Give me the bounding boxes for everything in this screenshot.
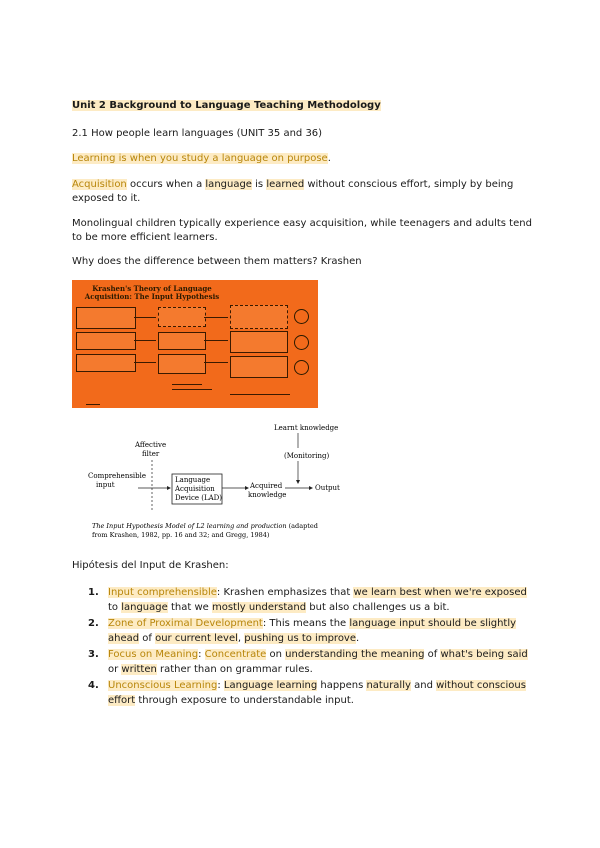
- slide-footnote-line: [172, 384, 202, 385]
- list-item: [88, 678, 532, 708]
- diagram-caption-line1: The Input Hypothesis Model of L2 learning and production (adapted: [92, 522, 318, 530]
- monolingual-paragraph: [72, 217, 532, 245]
- list-number: 2.: [88, 618, 99, 629]
- input-hypothesis-diagram: [88, 420, 348, 548]
- item-text: : Krashen emphasizes that: [216, 587, 354, 598]
- page-title: [72, 100, 381, 111]
- section-subtitle: [72, 128, 322, 139]
- item-text: but also challenges us a bit.: [306, 602, 450, 613]
- acq-text-1: occurs when a: [126, 179, 206, 190]
- slide-arrow-2: [134, 340, 156, 341]
- item-highlight: written: [121, 664, 157, 675]
- diagram-arrowhead: [296, 480, 300, 484]
- diagram-arrowhead: [167, 486, 171, 490]
- item-highlight: Concentrate: [204, 649, 267, 660]
- slide-box-mid-2: [158, 332, 206, 350]
- item-text: of: [139, 633, 156, 644]
- krashen-points-list: [88, 585, 532, 709]
- diagram-filter: filter: [142, 450, 160, 458]
- slide-box-right-1: [230, 305, 288, 329]
- slide-box-left-3: [76, 354, 136, 372]
- slide-footnote-line: [86, 404, 100, 405]
- diagram-lad-line3: Device (LAD): [175, 494, 223, 502]
- item-highlight: naturally: [366, 680, 411, 691]
- learning-definition: [72, 153, 331, 164]
- acq-word-acquisition: Acquisition: [72, 179, 127, 190]
- item-text: of: [424, 649, 441, 660]
- item-highlight: language input should be slightly ahead: [108, 618, 517, 644]
- hipotesis-text: Hipótesis del Input de Krashen:: [72, 560, 229, 571]
- krashen-theory-slide-image: [72, 280, 318, 408]
- list-number: 4.: [88, 680, 99, 691]
- acq-text-3: without conscious effort, simply by being exposed to it.: [72, 179, 514, 204]
- diagram-input: input: [96, 481, 115, 489]
- diagram-arrowhead: [309, 486, 313, 490]
- slide-arrow-6: [204, 362, 228, 363]
- diagram-lad-line1: Language: [175, 476, 211, 484]
- diagram-lad-line2: Acquisition: [175, 485, 215, 493]
- item-term: Input comprehensible: [108, 587, 217, 598]
- item-text: : This means the: [262, 618, 350, 629]
- item-highlight: understanding the meaning: [285, 649, 425, 660]
- slide-footnote-line: [230, 394, 290, 395]
- mono-text: Monolingual children typically experience easy acquisition, while teenagers and adults tend to be more efficient learners.: [72, 218, 532, 243]
- item-term: Zone of Proximal Development: [108, 618, 263, 629]
- acq-word-learned: learned: [266, 179, 305, 190]
- smiley-face-icon: [294, 335, 309, 350]
- diagram-monitoring: (Monitoring): [284, 452, 330, 460]
- smiley-face-icon: [294, 360, 309, 375]
- item-text: that we: [167, 602, 212, 613]
- diagram-arrowhead: [245, 486, 249, 490]
- title-text: Unit 2 Background to Language Teaching Methodology: [72, 100, 381, 111]
- subtitle-text: 2.1 How people learn languages (UNIT 35 and 36): [72, 128, 323, 139]
- slide-arrow-3: [134, 362, 156, 363]
- diagram-affective: Affective: [135, 441, 167, 449]
- learning-period: .: [327, 153, 331, 164]
- item-text: :: [198, 649, 205, 660]
- item-highlight: language: [121, 602, 168, 613]
- list-number: 1.: [88, 587, 99, 598]
- slide-box-left-1: [76, 307, 136, 329]
- slide-arrow-4: [204, 317, 228, 318]
- diagram-comprehensible: Comprehensible: [88, 472, 147, 480]
- slide-box-mid-1: [158, 307, 206, 327]
- acq-word-language: language: [205, 179, 252, 190]
- diagram-output: Output: [315, 484, 340, 492]
- item-text: ,: [237, 633, 245, 644]
- slide-box-right-2: [230, 331, 288, 353]
- item-text: rather than on grammar rules.: [156, 664, 313, 675]
- item-text: happens: [317, 680, 367, 691]
- diagram-caption-line2: from Krashen, 1982, pp. 16 and 32; and Gregg, 1984): [92, 531, 270, 539]
- item-text: and: [410, 680, 437, 691]
- diagram-learnt-knowledge: Learnt knowledge: [274, 424, 339, 432]
- item-highlight: our current level: [155, 633, 238, 644]
- item-highlight: we learn best when we're exposed: [353, 587, 527, 598]
- item-term: Unconscious Learning: [108, 680, 218, 691]
- slide-box-mid-3: [158, 354, 206, 374]
- item-highlight: Language learning: [223, 680, 318, 691]
- diagram-knowledge: knowledge: [248, 491, 287, 499]
- item-highlight: what's being said: [440, 649, 528, 660]
- list-item: [88, 585, 532, 615]
- slide-box-left-2: [76, 332, 136, 350]
- item-highlight: pushing us to improve: [244, 633, 357, 644]
- list-item: [88, 647, 532, 677]
- list-item: [88, 616, 532, 646]
- hipotesis-heading: [72, 560, 229, 571]
- acquisition-definition: [72, 178, 532, 206]
- slide-footnote-line: [172, 389, 212, 390]
- item-text: on: [266, 649, 286, 660]
- item-text: .: [356, 633, 360, 644]
- item-term: Focus on Meaning: [108, 649, 199, 660]
- item-text: or: [108, 664, 122, 675]
- slide-title-line1: Krashen's Theory of Language: [92, 284, 212, 293]
- slide-title-line2: Acquisition: The Input Hypothesis: [84, 292, 220, 301]
- slide-arrow-5: [204, 340, 228, 341]
- smiley-face-icon: [294, 309, 309, 324]
- why-text: Why does the difference between them matters? Krashen: [72, 256, 362, 267]
- learning-def-text: Learning is when you study a language on purpose: [72, 153, 328, 164]
- item-text: :: [217, 680, 224, 691]
- item-highlight: without conscious effort: [108, 680, 526, 706]
- item-text: to: [108, 602, 122, 613]
- diagram-acquired: Acquired: [250, 482, 283, 490]
- list-number: 3.: [88, 649, 99, 660]
- why-question: [72, 256, 362, 267]
- slide-arrow-1: [134, 317, 156, 318]
- acq-text-2: is: [251, 179, 267, 190]
- slide-box-right-3: [230, 356, 288, 378]
- item-highlight: mostly understand: [211, 602, 307, 613]
- item-text: through exposure to understandable input.: [135, 695, 354, 706]
